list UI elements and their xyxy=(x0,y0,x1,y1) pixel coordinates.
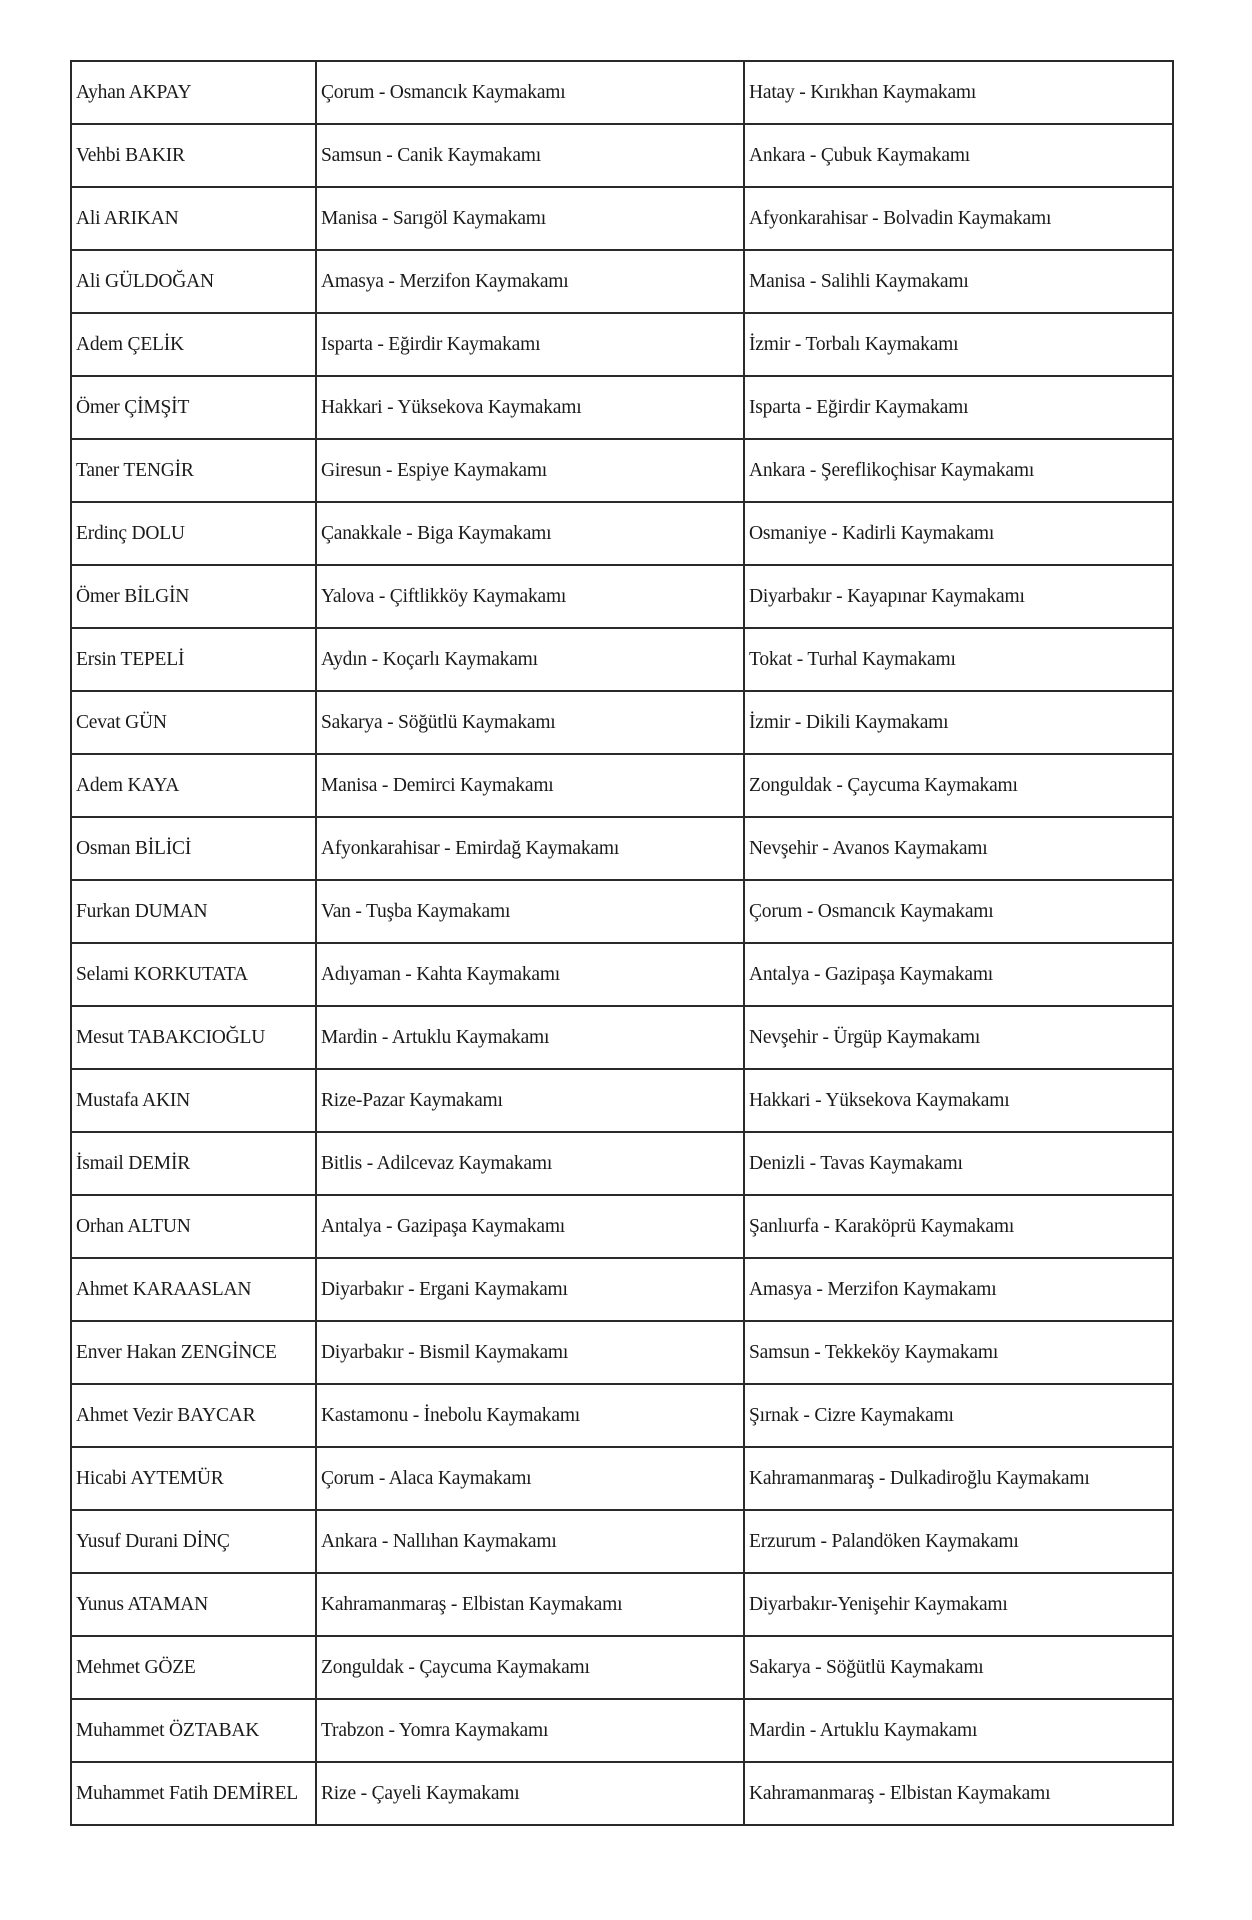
current-post-cell: Manisa - Demirci Kaymakamı xyxy=(316,754,744,817)
current-post-cell: Diyarbakır - Ergani Kaymakamı xyxy=(316,1258,744,1321)
new-post-cell: Samsun - Tekkeköy Kaymakamı xyxy=(744,1321,1173,1384)
new-post-cell: Osmaniye - Kadirli Kaymakamı xyxy=(744,502,1173,565)
person-name-cell: Ömer ÇİMŞİT xyxy=(71,376,316,439)
current-post-cell: Mardin - Artuklu Kaymakamı xyxy=(316,1006,744,1069)
new-post-cell: Ankara - Çubuk Kaymakamı xyxy=(744,124,1173,187)
current-post-cell: Isparta - Eğirdir Kaymakamı xyxy=(316,313,744,376)
new-post-cell: Tokat - Turhal Kaymakamı xyxy=(744,628,1173,691)
person-name-cell: Muhammet ÖZTABAK xyxy=(71,1699,316,1762)
new-post-cell: Amasya - Merzifon Kaymakamı xyxy=(744,1258,1173,1321)
person-name-cell: Ahmet KARAASLAN xyxy=(71,1258,316,1321)
person-name-cell: Adem KAYA xyxy=(71,754,316,817)
current-post-cell: Kahramanmaraş - Elbistan Kaymakamı xyxy=(316,1573,744,1636)
table-row xyxy=(71,1069,1173,1132)
new-post-cell: Antalya - Gazipaşa Kaymakamı xyxy=(744,943,1173,1006)
new-post-cell: İzmir - Dikili Kaymakamı xyxy=(744,691,1173,754)
table-row xyxy=(71,880,1173,943)
current-post-cell: Manisa - Sarıgöl Kaymakamı xyxy=(316,187,744,250)
person-name-cell: Mustafa AKIN xyxy=(71,1069,316,1132)
person-name-cell: Ayhan AKPAY xyxy=(71,61,316,124)
person-name-cell: Vehbi BAKIR xyxy=(71,124,316,187)
person-name-cell: İsmail DEMİR xyxy=(71,1132,316,1195)
table-row xyxy=(71,61,1173,124)
current-post-cell: Sakarya - Söğütlü Kaymakamı xyxy=(316,691,744,754)
person-name-cell: Mehmet GÖZE xyxy=(71,1636,316,1699)
person-name-cell: Taner TENGİR xyxy=(71,439,316,502)
person-name-cell: Osman BİLİCİ xyxy=(71,817,316,880)
new-post-cell: Mardin - Artuklu Kaymakamı xyxy=(744,1699,1173,1762)
table-row xyxy=(71,1636,1173,1699)
person-name-cell: Hicabi AYTEMÜR xyxy=(71,1447,316,1510)
current-post-cell: Amasya - Merzifon Kaymakamı xyxy=(316,250,744,313)
current-post-cell: Van - Tuşba Kaymakamı xyxy=(316,880,744,943)
current-post-cell: Rize-Pazar Kaymakamı xyxy=(316,1069,744,1132)
person-name-cell: Erdinç DOLU xyxy=(71,502,316,565)
current-post-cell: Bitlis - Adilcevaz Kaymakamı xyxy=(316,1132,744,1195)
current-post-cell: Afyonkarahisar - Emirdağ Kaymakamı xyxy=(316,817,744,880)
table-row xyxy=(71,1006,1173,1069)
current-post-cell: Zonguldak - Çaycuma Kaymakamı xyxy=(316,1636,744,1699)
table-row xyxy=(71,1510,1173,1573)
person-name-cell: Muhammet Fatih DEMİREL xyxy=(71,1762,316,1825)
table-row xyxy=(71,502,1173,565)
table-row xyxy=(71,250,1173,313)
person-name-cell: Mesut TABAKCIOĞLU xyxy=(71,1006,316,1069)
person-name-cell: Cevat GÜN xyxy=(71,691,316,754)
table-row xyxy=(71,691,1173,754)
table-row xyxy=(71,817,1173,880)
table-row xyxy=(71,1195,1173,1258)
new-post-cell: Ankara - Şereflikoçhisar Kaymakamı xyxy=(744,439,1173,502)
table-row xyxy=(71,187,1173,250)
table-row xyxy=(71,1573,1173,1636)
table-row xyxy=(71,1762,1173,1825)
table-row xyxy=(71,1258,1173,1321)
new-post-cell: Manisa - Salihli Kaymakamı xyxy=(744,250,1173,313)
appointment-table-body xyxy=(71,61,1173,1825)
table-row xyxy=(71,943,1173,1006)
person-name-cell: Yusuf Durani DİNÇ xyxy=(71,1510,316,1573)
table-row xyxy=(71,376,1173,439)
current-post-cell: Hakkari - Yüksekova Kaymakamı xyxy=(316,376,744,439)
new-post-cell: Çorum - Osmancık Kaymakamı xyxy=(744,880,1173,943)
new-post-cell: Denizli - Tavas Kaymakamı xyxy=(744,1132,1173,1195)
current-post-cell: Trabzon - Yomra Kaymakamı xyxy=(316,1699,744,1762)
new-post-cell: Şırnak - Cizre Kaymakamı xyxy=(744,1384,1173,1447)
table-row xyxy=(71,124,1173,187)
new-post-cell: Erzurum - Palandöken Kaymakamı xyxy=(744,1510,1173,1573)
new-post-cell: Kahramanmaraş - Elbistan Kaymakamı xyxy=(744,1762,1173,1825)
new-post-cell: İzmir - Torbalı Kaymakamı xyxy=(744,313,1173,376)
person-name-cell: Orhan ALTUN xyxy=(71,1195,316,1258)
table-row xyxy=(71,313,1173,376)
appointment-table xyxy=(70,60,1174,1826)
current-post-cell: Rize - Çayeli Kaymakamı xyxy=(316,1762,744,1825)
table-row xyxy=(71,628,1173,691)
new-post-cell: Isparta - Eğirdir Kaymakamı xyxy=(744,376,1173,439)
new-post-cell: Diyarbakır - Kayapınar Kaymakamı xyxy=(744,565,1173,628)
table-row xyxy=(71,1384,1173,1447)
new-post-cell: Diyarbakır-Yenişehir Kaymakamı xyxy=(744,1573,1173,1636)
current-post-cell: Çanakkale - Biga Kaymakamı xyxy=(316,502,744,565)
new-post-cell: Nevşehir - Ürgüp Kaymakamı xyxy=(744,1006,1173,1069)
current-post-cell: Giresun - Espiye Kaymakamı xyxy=(316,439,744,502)
current-post-cell: Çorum - Osmancık Kaymakamı xyxy=(316,61,744,124)
new-post-cell: Hakkari - Yüksekova Kaymakamı xyxy=(744,1069,1173,1132)
current-post-cell: Antalya - Gazipaşa Kaymakamı xyxy=(316,1195,744,1258)
table-row xyxy=(71,1132,1173,1195)
new-post-cell: Zonguldak - Çaycuma Kaymakamı xyxy=(744,754,1173,817)
new-post-cell: Sakarya - Söğütlü Kaymakamı xyxy=(744,1636,1173,1699)
table-row xyxy=(71,1321,1173,1384)
new-post-cell: Hatay - Kırıkhan Kaymakamı xyxy=(744,61,1173,124)
person-name-cell: Ali ARIKAN xyxy=(71,187,316,250)
table-row xyxy=(71,565,1173,628)
current-post-cell: Çorum - Alaca Kaymakamı xyxy=(316,1447,744,1510)
current-post-cell: Samsun - Canik Kaymakamı xyxy=(316,124,744,187)
person-name-cell: Selami KORKUTATA xyxy=(71,943,316,1006)
person-name-cell: Ersin TEPELİ xyxy=(71,628,316,691)
table-row xyxy=(71,1699,1173,1762)
person-name-cell: Ömer BİLGİN xyxy=(71,565,316,628)
person-name-cell: Adem ÇELİK xyxy=(71,313,316,376)
person-name-cell: Yunus ATAMAN xyxy=(71,1573,316,1636)
current-post-cell: Kastamonu - İnebolu Kaymakamı xyxy=(316,1384,744,1447)
current-post-cell: Adıyaman - Kahta Kaymakamı xyxy=(316,943,744,1006)
new-post-cell: Nevşehir - Avanos Kaymakamı xyxy=(744,817,1173,880)
person-name-cell: Furkan DUMAN xyxy=(71,880,316,943)
person-name-cell: Ali GÜLDOĞAN xyxy=(71,250,316,313)
table-row xyxy=(71,754,1173,817)
new-post-cell: Şanlıurfa - Karaköprü Kaymakamı xyxy=(744,1195,1173,1258)
new-post-cell: Afyonkarahisar - Bolvadin Kaymakamı xyxy=(744,187,1173,250)
table-row xyxy=(71,1447,1173,1510)
person-name-cell: Enver Hakan ZENGİNCE xyxy=(71,1321,316,1384)
new-post-cell: Kahramanmaraş - Dulkadiroğlu Kaymakamı xyxy=(744,1447,1173,1510)
current-post-cell: Diyarbakır - Bismil Kaymakamı xyxy=(316,1321,744,1384)
person-name-cell: Ahmet Vezir BAYCAR xyxy=(71,1384,316,1447)
table-row xyxy=(71,439,1173,502)
current-post-cell: Yalova - Çiftlikköy Kaymakamı xyxy=(316,565,744,628)
current-post-cell: Aydın - Koçarlı Kaymakamı xyxy=(316,628,744,691)
current-post-cell: Ankara - Nallıhan Kaymakamı xyxy=(316,1510,744,1573)
